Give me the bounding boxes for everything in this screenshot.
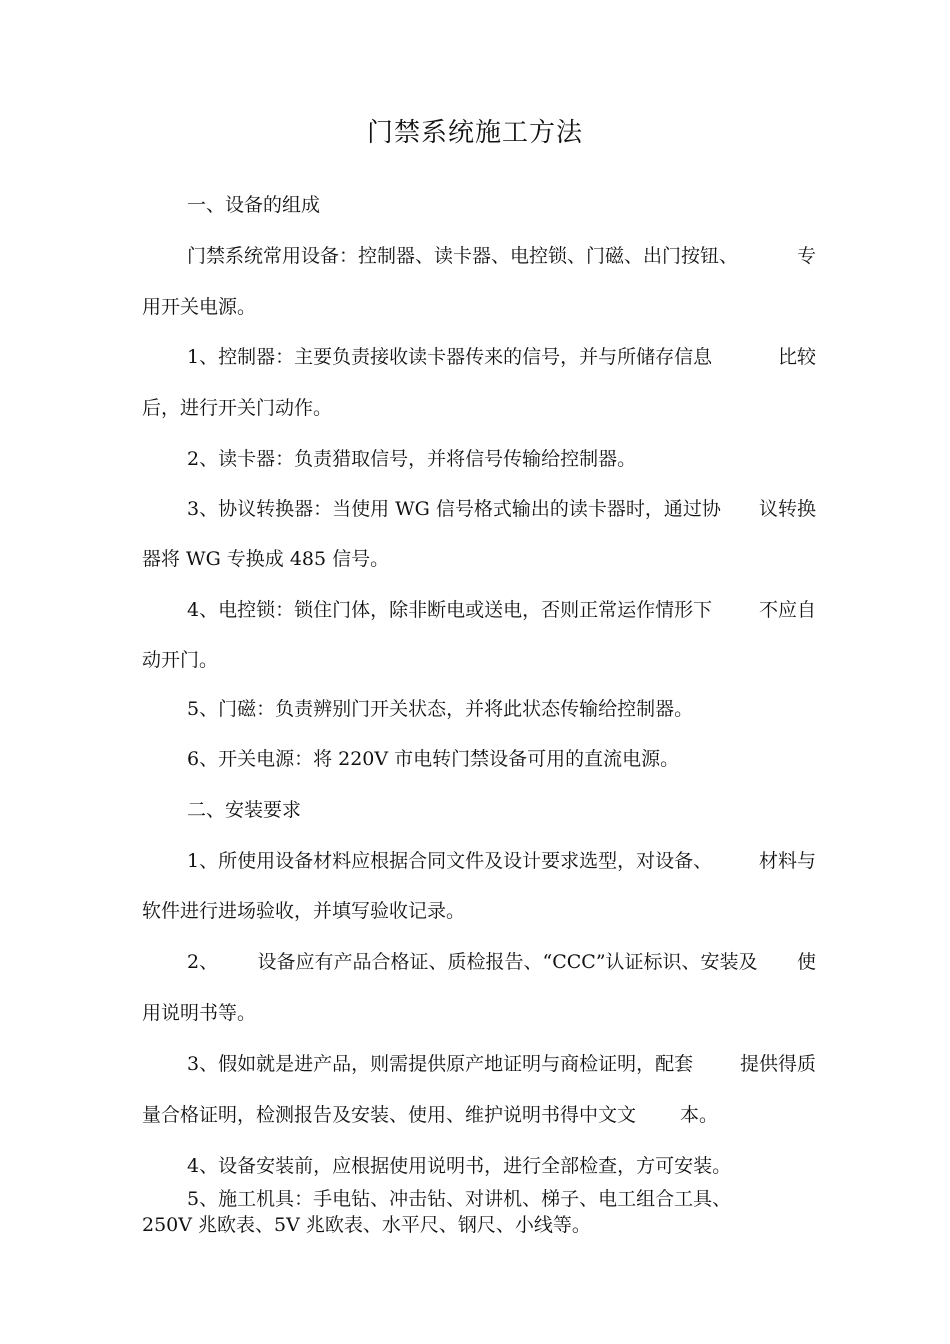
text-segment: 议转换 (758, 498, 816, 520)
paragraph-power-supply: 6、开关电源：将 220V 市电转门禁设备可用的直流电源。 (187, 748, 680, 770)
text-segment: 4、电控锁：锁住门体，除非断电或送电，否则正常运作情形下 (187, 599, 713, 621)
text-segment: 门禁系统常用设备：控制器、读卡器、电控锁、门磁、出门按钮、 (187, 245, 739, 267)
paragraph-controller (187, 342, 816, 369)
paragraph-line: 本。 (680, 1104, 719, 1126)
page-title: 门禁系统施工方法 (366, 118, 583, 148)
text-segment: 比较 (777, 346, 816, 368)
text-segment: 2、 (187, 951, 219, 973)
text-segment: 不应自 (758, 599, 816, 621)
paragraph-line: 软件进行进场验收，并填写验收记录。 (142, 900, 466, 922)
paragraph-line: 器将 WG 专换成 485 信号。 (142, 548, 390, 570)
text-segment: 提供得质 (739, 1053, 816, 1075)
section-heading-installation: 二、安装要求 (187, 799, 302, 821)
paragraph-line: 后，进行开关门动作。 (142, 397, 333, 419)
paragraph-tools: 5、施工机具：手电钻、冲击钻、对讲机、梯子、电工组合工具、 (187, 1188, 732, 1210)
paragraph-imported-products (187, 1049, 816, 1076)
paragraph-line: 动开门。 (142, 649, 219, 671)
text-segment: 专 (796, 245, 816, 267)
text-segment: 设备应有产品合格证、质检报告、“CCC”认证标识、安装及 (257, 951, 758, 973)
paragraph-pre-install-check: 4、设备安装前，应根据使用说明书，进行全部检查，方可安装。 (187, 1155, 732, 1177)
text-segment: 1、控制器：主要负责接收读卡器传来的信号，并与所储存信息 (187, 346, 713, 368)
paragraph-line: 250V 兆欧表、5V 兆欧表、水平尺、钢尺、小线等。 (142, 1214, 591, 1236)
text-segment: 1、所使用设备材料应根据合同文件及设计要求选型，对设备、 (187, 850, 713, 872)
paragraph-protocol-converter (187, 494, 816, 521)
paragraph-certificates (187, 947, 816, 974)
text-segment: 使 (796, 951, 816, 973)
paragraph-line: 量合格证明，检测报告及安装、使用、维护说明书得中文文 (142, 1104, 637, 1126)
section-heading-composition: 一、设备的组成 (187, 194, 321, 216)
paragraph-line: 用开关电源。 (142, 296, 257, 318)
text-segment: 3、协议转换器：当使用 WG 信号格式输出的读卡器时，通过协 (187, 498, 721, 520)
paragraph-door-magnet: 5、门磁：负责辨别门开关状态，并将此状态传输给控制器。 (187, 698, 694, 720)
paragraph-electric-lock (187, 595, 816, 622)
paragraph-materials (187, 846, 816, 873)
paragraph-line: 用说明书等。 (142, 1002, 257, 1024)
paragraph-card-reader: 2、读卡器：负责猎取信号，并将信号传输给控制器。 (187, 448, 637, 470)
text-segment: 材料与 (758, 850, 816, 872)
text-segment: 3、假如就是进产品，则需提供原产地证明与商检证明，配套 (187, 1053, 694, 1075)
paragraph-equipment-list (187, 241, 816, 268)
